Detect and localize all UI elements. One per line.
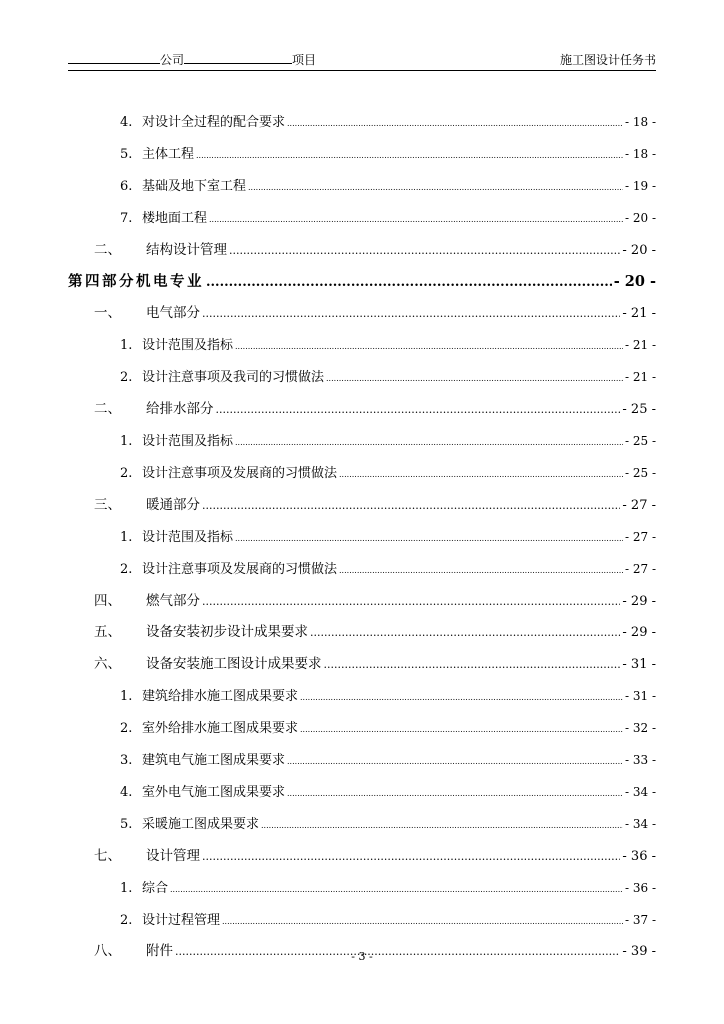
toc-entry-title: 暖通部分 <box>146 496 200 513</box>
toc-dot-leader <box>202 847 620 867</box>
toc-entry-page: - 27 - <box>622 497 656 513</box>
toc-entry-title: 主体工程 <box>142 146 195 162</box>
toc-entry[interactable] <box>94 240 656 260</box>
toc-entry-number: 2. <box>120 721 133 737</box>
toc-entry-title: 结构设计管理 <box>146 241 227 258</box>
toc-dot-leader <box>248 178 623 198</box>
toc-entry-page: - 27 - <box>624 529 656 544</box>
toc-dot-leader <box>287 784 623 804</box>
toc-entry-title: 设计管理 <box>146 847 200 864</box>
toc-entry-number: 五、 <box>94 624 121 641</box>
toc-entry-title: 附件 <box>146 943 173 960</box>
toc-entry-page: - 36 - <box>624 880 656 895</box>
toc-entry-title: 设计注意事项及我司的习惯做法 <box>142 370 325 386</box>
toc-dot-leader <box>287 114 623 134</box>
toc-entry-page: - 21 - <box>624 338 656 353</box>
toc-entry-number: 1. <box>120 880 133 896</box>
toc-entry-title: 电气部分 <box>146 305 200 322</box>
header-left <box>68 50 316 70</box>
company-blank <box>68 51 160 64</box>
toc-dot-leader <box>339 465 623 485</box>
toc-dot-leader <box>202 304 620 324</box>
project-label: 项目 <box>292 53 317 67</box>
toc-entry[interactable] <box>120 176 656 196</box>
toc-entry[interactable] <box>120 718 656 738</box>
toc-entry-number: 一、 <box>94 305 121 322</box>
toc-entry[interactable] <box>94 654 656 674</box>
toc-entry-title: 第四部分机电专业 <box>68 272 204 290</box>
toc-entry-number: 三、 <box>94 496 121 513</box>
toc-entry-title: 室外电气施工图成果要求 <box>142 784 286 800</box>
toc-entry-number: 2. <box>120 370 133 386</box>
toc-entry-title: 对设计全过程的配合要求 <box>142 115 286 130</box>
toc-entry-page: - 25 - <box>624 465 656 480</box>
toc-entry-number: 2. <box>120 465 133 481</box>
toc-entry-title: 设计范围及指标 <box>142 338 234 354</box>
toc-entry-title: 设计范围及指标 <box>142 434 234 449</box>
toc-entry-page: - 32 - <box>624 721 656 736</box>
toc-entry-title: 建筑电气施工图成果要求 <box>142 753 286 768</box>
toc-dot-leader <box>202 592 620 612</box>
toc-dot-leader <box>206 273 612 293</box>
toc-entry-page: - 18 - <box>624 146 656 161</box>
toc-entry[interactable] <box>120 750 656 770</box>
toc-entry[interactable] <box>120 878 656 898</box>
toc-entry-page: - 20 - <box>624 210 656 225</box>
toc-dot-leader <box>170 880 623 900</box>
toc-entry[interactable] <box>120 910 656 930</box>
toc-entry-number: 四、 <box>94 592 121 609</box>
toc-entry-page: - 29 - <box>622 593 656 609</box>
toc-entry-number: 二、 <box>94 401 121 418</box>
toc-entry[interactable] <box>120 814 656 834</box>
toc-entry-number: 八、 <box>94 943 121 960</box>
toc-entry[interactable] <box>120 112 656 132</box>
toc-entry-page: - 36 - <box>622 848 656 864</box>
toc-dot-leader <box>229 241 620 261</box>
toc-entry[interactable] <box>94 622 656 642</box>
toc-entry-page: - 25 - <box>622 402 656 418</box>
toc-dot-leader <box>300 688 623 708</box>
toc-entry-title: 设备安装初步设计成果要求 <box>146 624 308 641</box>
toc-entry-page: - 29 - <box>622 625 656 641</box>
toc-entry-number: 六、 <box>94 656 121 673</box>
toc-entry-page: - 21 - <box>624 370 656 385</box>
toc-entry-page: - 31 - <box>622 657 656 673</box>
toc-entry-page: - 20 - <box>613 272 656 290</box>
toc-entry-title: 设计范围及指标 <box>142 529 234 545</box>
toc-entry-number: 7. <box>120 210 133 226</box>
doc-title: 施工图设计任务书 <box>559 53 656 67</box>
toc-entry[interactable] <box>120 367 656 387</box>
toc-entry-page: - 31 - <box>624 689 656 704</box>
toc-entry-title: 采暖施工图成果要求 <box>142 816 260 832</box>
toc-dot-leader <box>216 400 621 420</box>
toc-entry-page: - 20 - <box>622 242 656 258</box>
page-header <box>68 50 656 71</box>
toc-entry-number: 5. <box>120 816 133 832</box>
toc-entry-number: 2. <box>120 561 133 577</box>
toc-dot-leader <box>310 623 620 643</box>
toc-entry-title: 建筑给排水施工图成果要求 <box>142 689 299 705</box>
toc-dot-leader <box>202 496 620 516</box>
toc-entry-page: - 19 - <box>624 178 656 193</box>
page-number: - 3 - <box>351 950 373 963</box>
toc-entry-number: 6. <box>120 178 133 194</box>
toc-dot-leader <box>261 816 623 836</box>
toc-dot-leader <box>300 720 623 740</box>
toc-entry[interactable] <box>94 303 656 323</box>
toc-dot-leader <box>287 752 623 772</box>
toc-entry[interactable] <box>94 591 656 611</box>
toc-entry-page: - 25 - <box>624 434 656 448</box>
toc-entry[interactable] <box>120 335 656 355</box>
toc-entry[interactable] <box>120 144 656 164</box>
toc-entry[interactable] <box>120 559 656 579</box>
toc-entry-number: 七、 <box>94 847 121 864</box>
toc-entry-number: 二、 <box>94 241 121 258</box>
toc-entry-title: 基础及地下室工程 <box>142 178 247 194</box>
toc-entry-number: 5. <box>120 146 133 162</box>
toc-dot-leader <box>235 337 623 357</box>
toc-entry-page: - 21 - <box>622 306 656 322</box>
toc-entry-page: - 39 - <box>622 944 656 960</box>
toc-dot-leader <box>196 146 623 166</box>
toc-dot-leader <box>222 912 623 932</box>
toc-entry[interactable] <box>68 272 656 292</box>
toc-entry-number: 1. <box>120 529 133 545</box>
toc-entry[interactable] <box>94 846 656 866</box>
toc-entry-title: 设计过程管理 <box>142 912 221 928</box>
toc-dot-leader <box>339 561 623 581</box>
toc-entry-page: - 34 - <box>624 784 656 799</box>
toc-entry-number: 1. <box>120 689 133 705</box>
toc-entry-number: 2. <box>120 912 133 928</box>
toc-entry[interactable] <box>94 495 656 515</box>
toc-entry-title: 设计注意事项及发展商的习惯做法 <box>142 561 338 577</box>
toc-entry-title: 给排水部分 <box>146 401 214 418</box>
project-blank <box>184 51 292 64</box>
company-label: 公司 <box>160 53 185 67</box>
toc-entry[interactable] <box>120 782 656 802</box>
toc-dot-leader <box>326 369 623 389</box>
toc-entry-title: 设备安装施工图设计成果要求 <box>146 656 322 673</box>
toc-entry-page: - 18 - <box>624 115 656 129</box>
toc-entry-title: 楼地面工程 <box>142 210 208 226</box>
toc-entry-number: 1. <box>120 338 133 354</box>
toc-entry-number: 3. <box>120 753 133 768</box>
toc-entry-page: - 37 - <box>624 912 656 927</box>
toc-entry-page: - 33 - <box>624 753 656 767</box>
toc-entry-title: 综合 <box>142 880 169 896</box>
toc-entry-page: - 34 - <box>624 816 656 831</box>
toc-entry-title: 室外给排水施工图成果要求 <box>142 721 299 737</box>
toc-entry-number: 4. <box>120 784 133 800</box>
toc-dot-leader <box>324 655 621 675</box>
toc-entry[interactable] <box>120 527 656 547</box>
toc-entry-number: 4. <box>120 115 133 130</box>
toc-dot-leader <box>235 529 623 549</box>
toc-dot-leader <box>209 210 623 230</box>
toc-entry-title: 燃气部分 <box>146 592 200 609</box>
toc-entry[interactable] <box>120 208 656 228</box>
toc-entry[interactable] <box>94 399 656 419</box>
toc-entry-title: 设计注意事项及发展商的习惯做法 <box>142 465 338 481</box>
toc-dot-leader <box>235 433 623 453</box>
toc-entry[interactable] <box>120 686 656 706</box>
toc-entry[interactable] <box>120 463 656 483</box>
toc-entry-page: - 27 - <box>624 561 656 576</box>
toc-entry[interactable] <box>120 431 656 451</box>
toc-entry-number: 1. <box>120 434 133 449</box>
